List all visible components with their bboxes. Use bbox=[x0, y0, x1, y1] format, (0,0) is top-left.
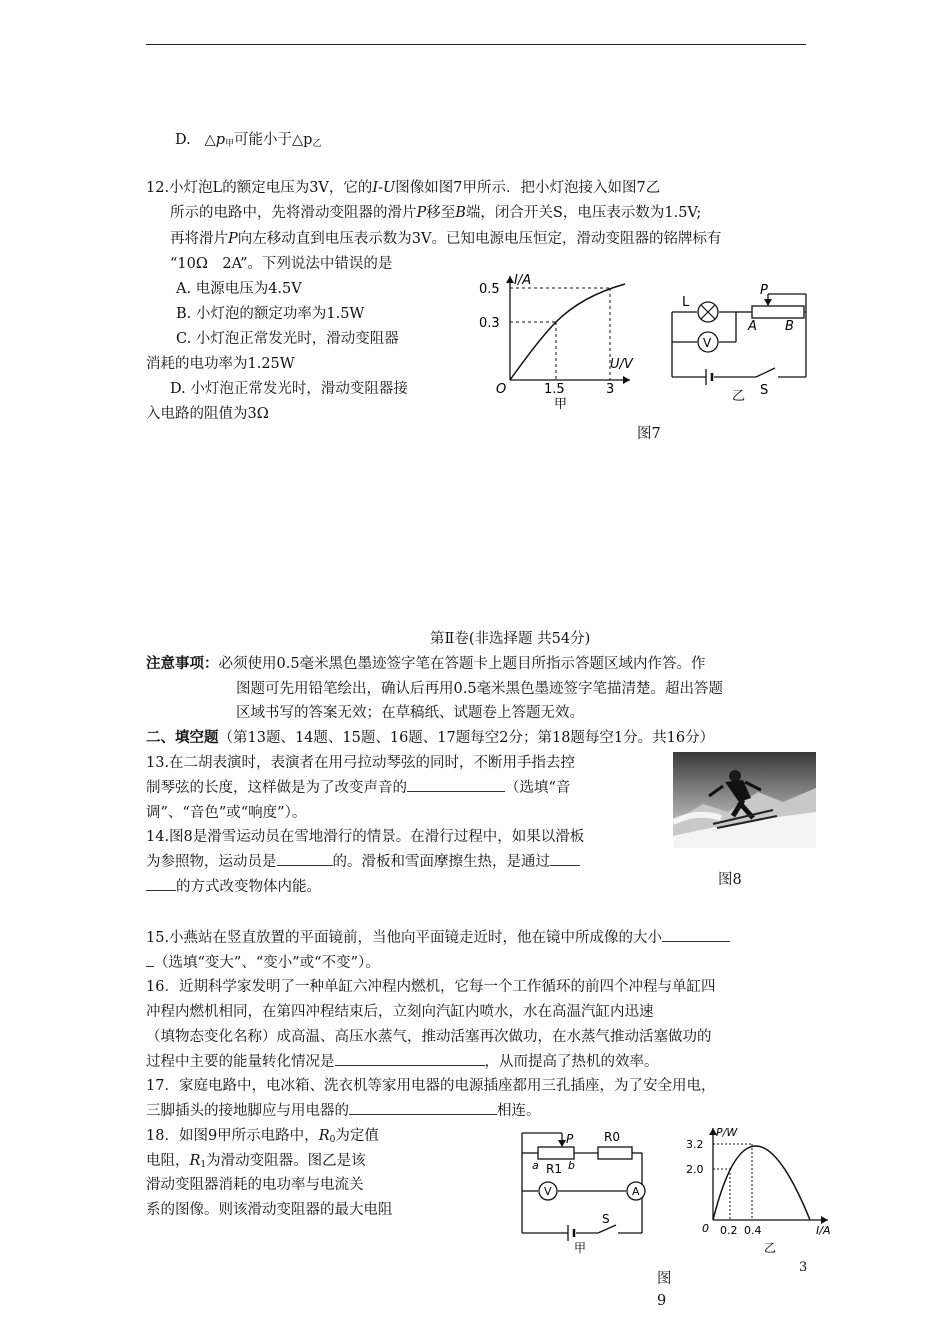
fig9-ylabel: P/W bbox=[716, 1126, 738, 1139]
section-fill-blank-heading: 二、填空题（第13题、14题、15题、16题、17题每空2分；第18题每空1分。共16分） bbox=[146, 729, 715, 746]
fig9-slider-arrow-icon bbox=[558, 1140, 566, 1147]
fig9-end-a-label: a bbox=[532, 1159, 539, 1172]
q18-line1: 18．如图9甲所示电路中，$R_0$为定值 bbox=[146, 1128, 379, 1145]
fig7-meter-label: V bbox=[703, 336, 712, 350]
q14-line1: 14.图8是滑雪运动员在雪地滑行的情景。在滑行过程中，如果以滑板 bbox=[146, 829, 585, 845]
q13-line3: 调”、“音色”或“响度”）。 bbox=[146, 805, 307, 821]
fig9-xtick-02: 0.2 bbox=[720, 1224, 738, 1237]
q12-option-a: A. 电源电压为4.5V bbox=[176, 281, 302, 297]
fig7-switch-label: S bbox=[760, 383, 769, 398]
fig7-lamp-label: L bbox=[682, 295, 690, 310]
fig7-slider-arrow-icon bbox=[764, 299, 772, 306]
fig7-xlabel: U/V bbox=[610, 357, 633, 372]
fig9-graph-sublabel: 乙 bbox=[764, 1241, 777, 1255]
q14-answer-blank-1[interactable] bbox=[277, 851, 333, 866]
q16-line2: 冲程内燃机相同，在第四冲程结束后，立刻向汽缸内喷水，水在高温汽缸内迅速 bbox=[146, 1004, 654, 1020]
q12-option-c-line1: C. 小灯泡正常发光时，滑动变阻器 bbox=[176, 331, 399, 347]
q16-line3: （填物态变化名称）成高温、高压水蒸气，推动活塞再次做功，在水蒸气推动活塞做功的 bbox=[146, 1029, 712, 1045]
q14-answer-blank-2b[interactable] bbox=[146, 876, 176, 891]
q14-line3: 的方式改变物体内能。 bbox=[146, 875, 321, 896]
fig9-x-arrow-icon bbox=[821, 1216, 828, 1224]
fig7-ytick-03: 0.3 bbox=[479, 316, 500, 331]
q15-answer-blank-b[interactable] bbox=[146, 952, 154, 967]
q13-answer-blank[interactable] bbox=[407, 777, 505, 792]
fig7-xtick-15: 1.5 bbox=[544, 382, 565, 397]
fig7-origin: O bbox=[496, 382, 507, 397]
fig7-sublabel: 甲 bbox=[554, 397, 568, 412]
q17-line2: 三脚插头的接地脚应与用电器的 相连。 bbox=[146, 1099, 541, 1120]
q13-line2: 制琴弦的长度，这样做是为了改变声音的 （选填“音 bbox=[146, 776, 570, 797]
fig9-ytick-32: 3.2 bbox=[686, 1138, 704, 1151]
page-number: 3 bbox=[799, 1260, 808, 1275]
fig9-power-curve bbox=[713, 1146, 810, 1220]
fig7-ylabel: I/A bbox=[514, 273, 532, 288]
q18-line2: 电阻，$R_1$为滑动变阻器。图乙是该 bbox=[146, 1153, 366, 1170]
q12-line4: “10Ω 2A”。下列说法中错误的是 bbox=[170, 256, 393, 272]
fig7-x-arrow-icon bbox=[623, 376, 630, 384]
fig7-slider-label: P bbox=[760, 283, 768, 298]
fig9-ammeter-label: A bbox=[632, 1185, 640, 1198]
q16-line4: 过程中主要的能量转化情况是 ，从而提高了热机的效率。 bbox=[146, 1050, 659, 1071]
fig9-switch-label: S bbox=[602, 1212, 610, 1226]
fig7-end-a-label: A bbox=[748, 319, 757, 334]
fig8-caption: 图8 bbox=[718, 872, 742, 888]
part2-notice-line2: 图题可先用铅笔绘出，确认后再用0.5毫米黑色墨迹签字笔描清楚。超出答题 bbox=[236, 681, 724, 697]
fig9-ytick-20: 2.0 bbox=[686, 1163, 704, 1176]
q12-line2: 所示的电路中，先将滑动变阻器的滑片P移至B端，闭合开关S，电压表示数为1.5V; bbox=[170, 205, 702, 221]
q14-line2: 为参照物，运动员是 的。滑板和雪面摩擦生热，是通过 bbox=[146, 850, 580, 871]
fig9-power-graph bbox=[668, 1122, 848, 1257]
fig9-end-b-label: b bbox=[568, 1159, 575, 1172]
q14-answer-blank-2a[interactable] bbox=[550, 851, 580, 866]
q12-option-d-line1: D. 小灯泡正常发光时，滑动变阻器接 bbox=[170, 381, 408, 397]
fig9-xtick-04: 0.4 bbox=[744, 1224, 762, 1237]
fig9-voltmeter-label: V bbox=[544, 1185, 552, 1198]
fig7-iu-graph bbox=[470, 268, 650, 413]
part2-notice-line1: 注意事项：必须使用0.5毫米黑色墨迹签字笔在答题卡上题目所指示答题区域内作答。作 bbox=[146, 655, 706, 672]
fig9-origin: 0 bbox=[702, 1222, 709, 1235]
header-rule bbox=[146, 44, 806, 45]
q15-line1: 15.小燕站在竖直放置的平面镜前，当他向平面镜走近时，他在镜中所成像的大小 bbox=[146, 926, 730, 947]
fig9-circuit-sublabel: 甲 bbox=[574, 1241, 587, 1255]
q17-line1: 17．家庭电路中，电冰箱、洗衣机等家用电器的电源插座都用三孔插座，为了安全用电， bbox=[146, 1078, 716, 1094]
fig9-r1-label: R1 bbox=[546, 1162, 562, 1176]
fig7-iu-curve bbox=[510, 284, 625, 380]
q16-line1: 16．近期科学家发明了一种单缸六冲程内燃机，它每一个工作循环的前四个冲程与单缸四 bbox=[146, 979, 716, 995]
q12-line1: 12.小灯泡L的额定电压为3V，它的I-U图像如图7甲所示．把小灯泡接入如图7乙 bbox=[146, 180, 661, 196]
fig9-slider-label: P bbox=[566, 1132, 574, 1146]
fig9-caption-1: 图 bbox=[657, 1271, 672, 1287]
q12-option-c-line2: 消耗的电功率为1.25W bbox=[146, 356, 295, 372]
fig9-caption-2: 9 bbox=[657, 1293, 667, 1309]
fig9-r0-label: R0 bbox=[604, 1130, 620, 1144]
q18-line4: 系的图像。则该滑动变阻器的最大电阻 bbox=[146, 1202, 393, 1218]
q16-answer-blank[interactable] bbox=[335, 1051, 485, 1066]
q17-answer-blank[interactable] bbox=[349, 1100, 497, 1115]
q15-line2: （选填“变大”、“变小”或“不变”）。 bbox=[146, 951, 380, 972]
fig7-xtick-3: 3 bbox=[606, 382, 615, 397]
q15-answer-blank-a[interactable] bbox=[662, 927, 730, 942]
q12-option-b: B. 小灯泡的额定功率为1.5W bbox=[176, 306, 365, 322]
q13-line1: 13.在二胡表演时，表演者在用弓拉动琴弦的同时，不断用手指去控 bbox=[146, 755, 576, 771]
part2-title: 第Ⅱ卷(非选择题 共54分) bbox=[430, 631, 591, 647]
fig7-end-b-label: B bbox=[785, 319, 794, 334]
q18-line3: 滑动变阻器消耗的电功率与电流关 bbox=[146, 1177, 364, 1193]
skier-photo-icon bbox=[673, 752, 816, 848]
fig7-y-arrow-icon bbox=[506, 276, 514, 283]
fig7-caption: 图7 bbox=[637, 426, 661, 442]
fig7-ytick-05: 0.5 bbox=[479, 282, 500, 297]
part2-notice-line3: 区域书写的答案无效；在草稿纸、试题卷上答题无效。 bbox=[236, 705, 584, 721]
fig9-circuit bbox=[510, 1125, 660, 1255]
fig7-circuit-sublabel: 乙 bbox=[732, 389, 746, 402]
fig9-xlabel: I/A bbox=[816, 1224, 831, 1237]
q11-option-d: D. $\triangle p_甲$可能小于$\triangle p_乙$ bbox=[175, 132, 322, 149]
q12-line3: 再将滑片P向左移动直到电压表示数为3V。已知电源电压恒定，滑动变阻器的铭牌标有 bbox=[170, 231, 722, 247]
q12-option-d-line2: 入电路的阻值为3Ω bbox=[146, 406, 269, 422]
fig7-circuit bbox=[660, 282, 820, 402]
